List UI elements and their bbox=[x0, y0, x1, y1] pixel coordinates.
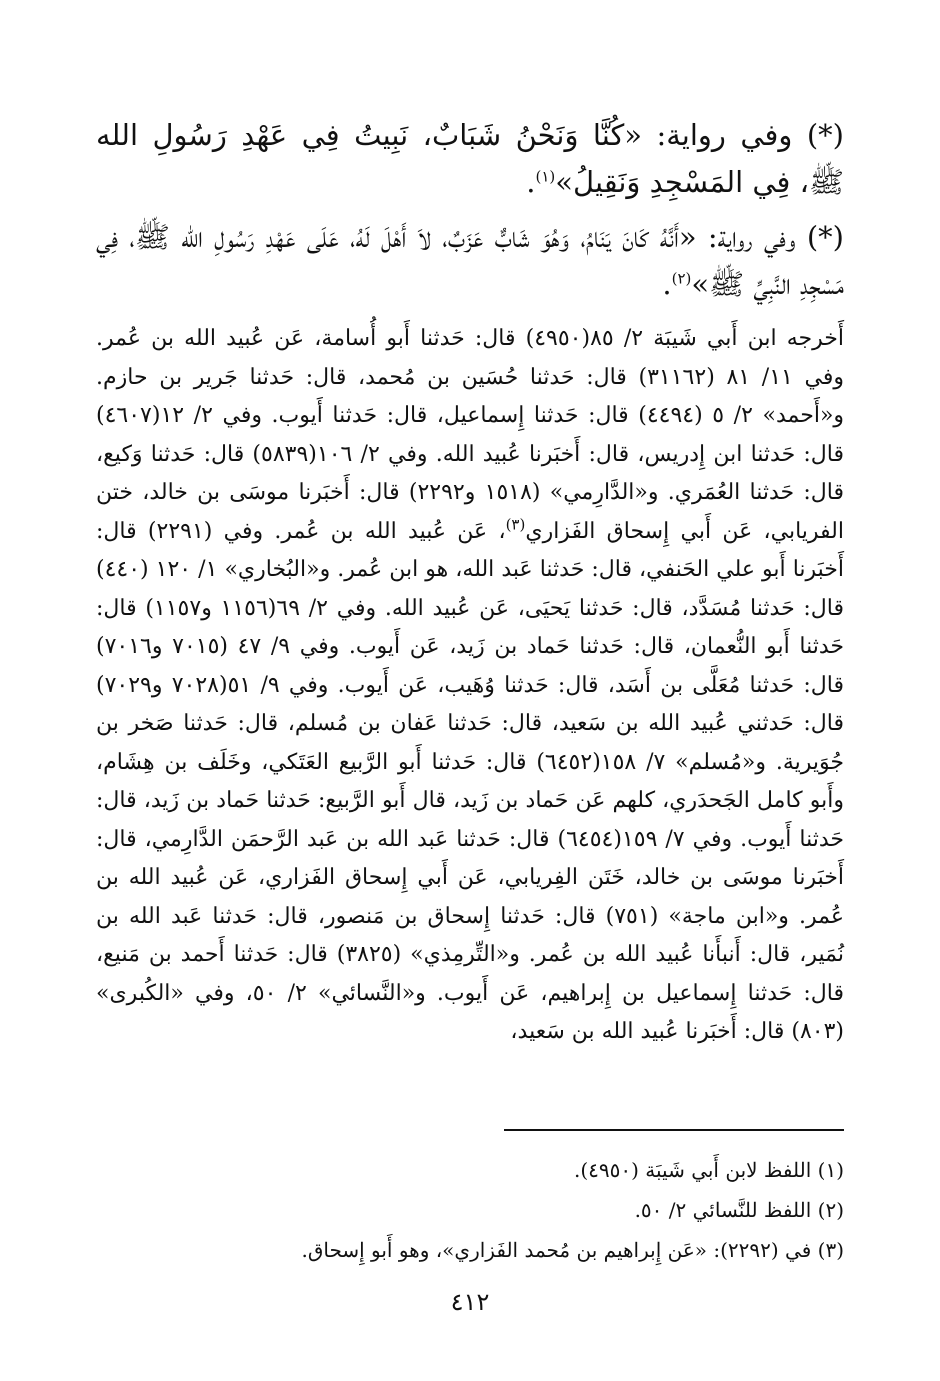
narration-end: . bbox=[526, 165, 536, 199]
narration-text: (*) وفي رواية: «كُنَّا وَنَحْنُ شَبَابٌ، نَبِيتُ فِي عَهْدِ رَسُولِ الله ﷺ، فِي المَسْجِدِ وَنَقِيلُ» bbox=[96, 118, 844, 199]
footnotes bbox=[96, 1150, 844, 1270]
narration-text: (*) وفي رواية: «أَنَّهُ كَانَ يَنَامُ، وَهُوَ شَابٌّ عَزَبٌ، لاَ أَهْلَ لَهُ، عَلَى عَهْدِ رَسُولِ الله ﷺ، فِي مَسْجِدِ النَّبِيِّ ﷺ» bbox=[96, 220, 844, 301]
narration-2 bbox=[96, 214, 844, 308]
page-number: ٤١٢ bbox=[450, 1288, 490, 1316]
footnote-ref[interactable]: (٣) bbox=[505, 515, 526, 534]
source-part-1: أَخرجه ابن أَبي شَيبَة ٢/ ٨٥(٤٩٥٠) قال: حَدثنا أَبو أُسامة، عَن عُبيد الله بن عُمر. وفي ١١/ ٨١ (٣١١٦٢) قال: حَدثنا حُسَين بن مُحمد، قال: حَدثنا جَرير بن حازم. و«أَحمد» ٢/ ٥ (٤٤٩٤) قال: حَدثنا إِسماعيل، قال: حَدثنا أَيوب. وفي ٢/ ١٢(٤٦٠٧) قال: حَدثنا ابن إِدريس، قال: أَخبَرنا عُبيد الله. وفي ٢/ ١٠٦(٥٨٣٩) قال: حَدثنا وَكيع، قال: حَدثنا العُمَري. و«الدَّارِمي» (١٥١٨ و٢٢٩٢) قال: أَخبَرنا موسَى بن خالد، ختن الفريابي، عَن أَبي إِسحاق الفَزاري bbox=[96, 326, 845, 544]
footnote-divider bbox=[504, 1129, 844, 1131]
footnote-2: (٢) اللفظ للنَّسائي ٢/ ٥٠. bbox=[634, 1198, 844, 1222]
footnote-3: (٣) في (٢٢٩٢): «عَن إِبراهيم بن مُحمد الفَزاري»، وهو أَبو إِسحاق. bbox=[301, 1238, 844, 1262]
footnote-ref[interactable]: (٢) bbox=[671, 269, 692, 288]
narration-end: . bbox=[662, 267, 672, 301]
takhrij-paragraph bbox=[96, 320, 844, 1052]
footnote-1: (١) اللفظ لابن أَبي شَيبَة (٤٩٥٠). bbox=[573, 1158, 844, 1182]
footnote-ref[interactable]: (١) bbox=[535, 167, 556, 186]
source-paragraph bbox=[96, 320, 844, 1052]
source-part-2: ، عَن عُبيد الله بن عُمر. وفي (٢٢٩١) قال: أَخبَرنا أَبو علي الحَنفي، قال: حَدثنا عَبد الله، هو ابن عُمر. و«البُخاري» ١/ ١٢٠ (٤٤٠) قال: حَدثنا مُسَدَّد، قال: حَدثنا يَحيَى، عَن عُبيد الله. وفي ٢/ ٦٩(١١٥٦ و١١٥٧) قال: حَدثنا أَبو النُّعمان، قال: حَدثنا حَماد بن زَيد، عَن أَيوب. وفي ٩/ ٤٧ (٧٠١٥ و٧٠١٦) قال: حَدثنا مُعَلَّى بن أَسَد، قال: حَدثنا وُهَيب، عَن أَيوب. وفي ٩/ ٥١(٧٠٢٨ و٧٠٢٩) قال: حَدثني عُبيد الله بن سَعيد، قال: حَدثنا عَفان بن مُسلم، قال: حَدثنا صَخر بن جُوَيرية. و«مُسلم» ٧/ ١٥٨(٦٤٥٢) قال: حَدثنا أَبو الرَّبيع العَتَكي، وخَلَف بن هِشَام، وأَبو كامل الجَحدَري، كلهم عَن حَماد بن زَيد، قال أَبو الرَّبيع: حَدثنا حَماد بن زَيد، قال: حَدثنا أَيوب. وفي ٧/ ١٥٩(٦٤٥٤) قال: حَدثنا عَبد الله بن عَبد الرَّحمَن الدَّارِمي، قال: أَخبَرنا موسَى بن خالد، خَتَن الفِريابي، عَن أَبي إِسحاق الفَزاري، عَن عُبيد الله بن عُمر. و«ابن ماجة» (٧٥١) قال: حَدثنا إِسحاق بن مَنصور، قال: حَدثنا عَبد الله بن نُمَير، قال: أَنبأَنا عُبيد الله بن عُمر. و«التِّرمِذي» (٣٨٢٥) قال: حَدثنا أَحمد بن مَنيع، قال: حَدثنا إِسماعيل بن إِبراهيم، عَن أَيوب. و«النَّسائي» ٢/ ٥٠، وفي «الكُبرى» (٨٠٣) قال: أَخبَرنا عُبيد الله بن سَعيد، bbox=[96, 518, 845, 1044]
hadith-narrations bbox=[96, 112, 844, 308]
narration-1 bbox=[96, 112, 844, 206]
